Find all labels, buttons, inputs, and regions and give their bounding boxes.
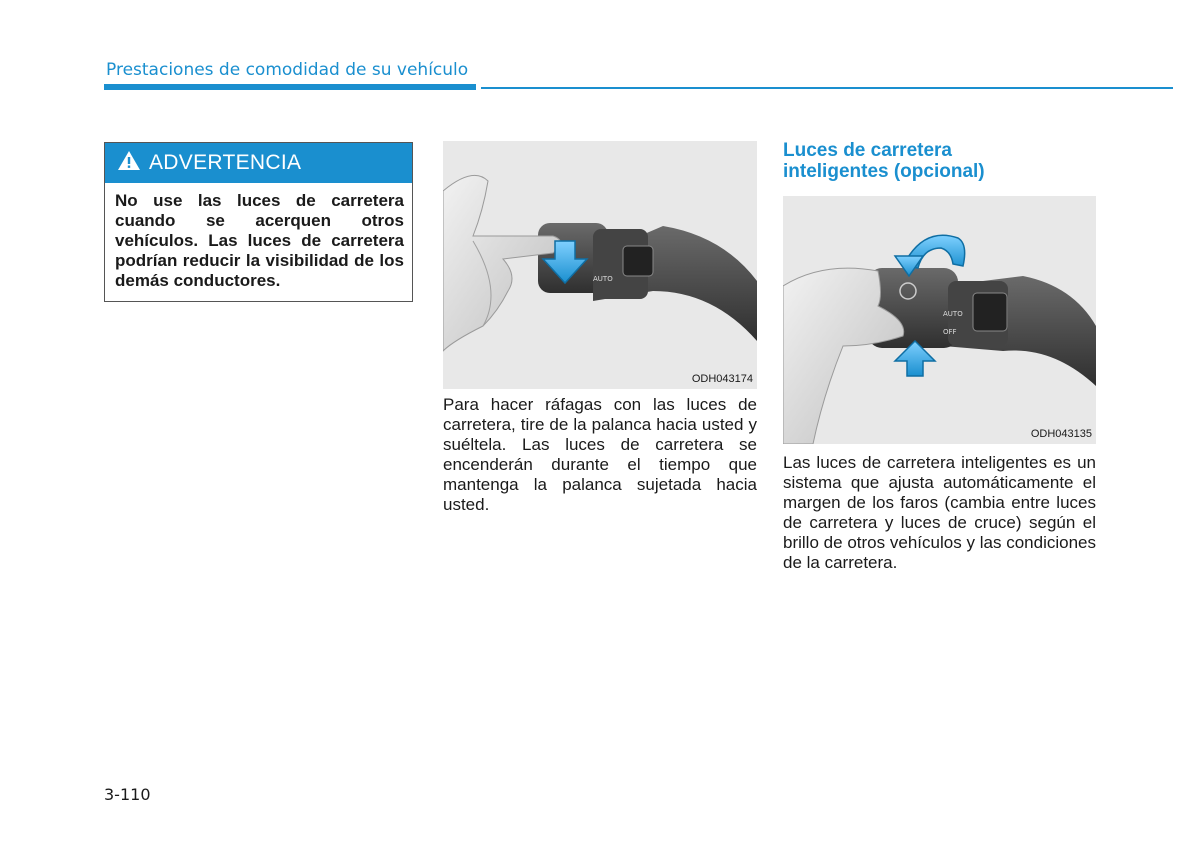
- warning-header: [105, 143, 412, 183]
- header-rule-thick: [104, 84, 476, 90]
- flash-paragraph: Para hacer ráfagas con las luces de carretera, tire de la palanca hacia usted y suéltela. Las luces de carretera se encenderán durante el tiempo que mantenga la palanca sujetada hacia usted.: [443, 395, 757, 514]
- warning-triangle-icon: [117, 150, 141, 177]
- warning-box: [104, 142, 413, 302]
- figure-smart-lever: [783, 196, 1096, 444]
- figure-code: ODH043174: [691, 373, 753, 385]
- svg-text:AUTO: AUTO: [943, 310, 963, 318]
- svg-text:AUTO: AUTO: [593, 275, 613, 283]
- smart-paragraph: Las luces de carretera inteligentes es un sistema que ajusta automáticamente el margen de los faros (cambia entre luces de carretera y luces de cruce) según el brillo de otros vehículos y las condiciones de la carretera.: [783, 453, 1096, 572]
- smart-high-beam-lever-illustration: [783, 196, 1096, 444]
- page-number: 3-110: [104, 785, 151, 804]
- page-header-title: Prestaciones de comodidad de su vehículo: [106, 60, 469, 80]
- header-rule-thin: [481, 87, 1173, 89]
- section-title-line2: inteligentes (opcional): [783, 161, 985, 182]
- flash-high-beam-lever-illustration: [443, 141, 757, 389]
- section-title: [783, 140, 1103, 182]
- figure-code: ODH043135: [1030, 428, 1092, 440]
- warning-title: ADVERTENCIA: [149, 151, 302, 174]
- section-title-line1: Luces de carretera: [783, 140, 952, 161]
- svg-text:OFF: OFF: [943, 328, 957, 336]
- warning-text: No use las luces de carretera cuando se acerquen otros vehículos. Las luces de carretera podrían reducir la visibilidad de los demás conductores.: [115, 191, 404, 290]
- figure-flash-lever: [443, 141, 757, 389]
